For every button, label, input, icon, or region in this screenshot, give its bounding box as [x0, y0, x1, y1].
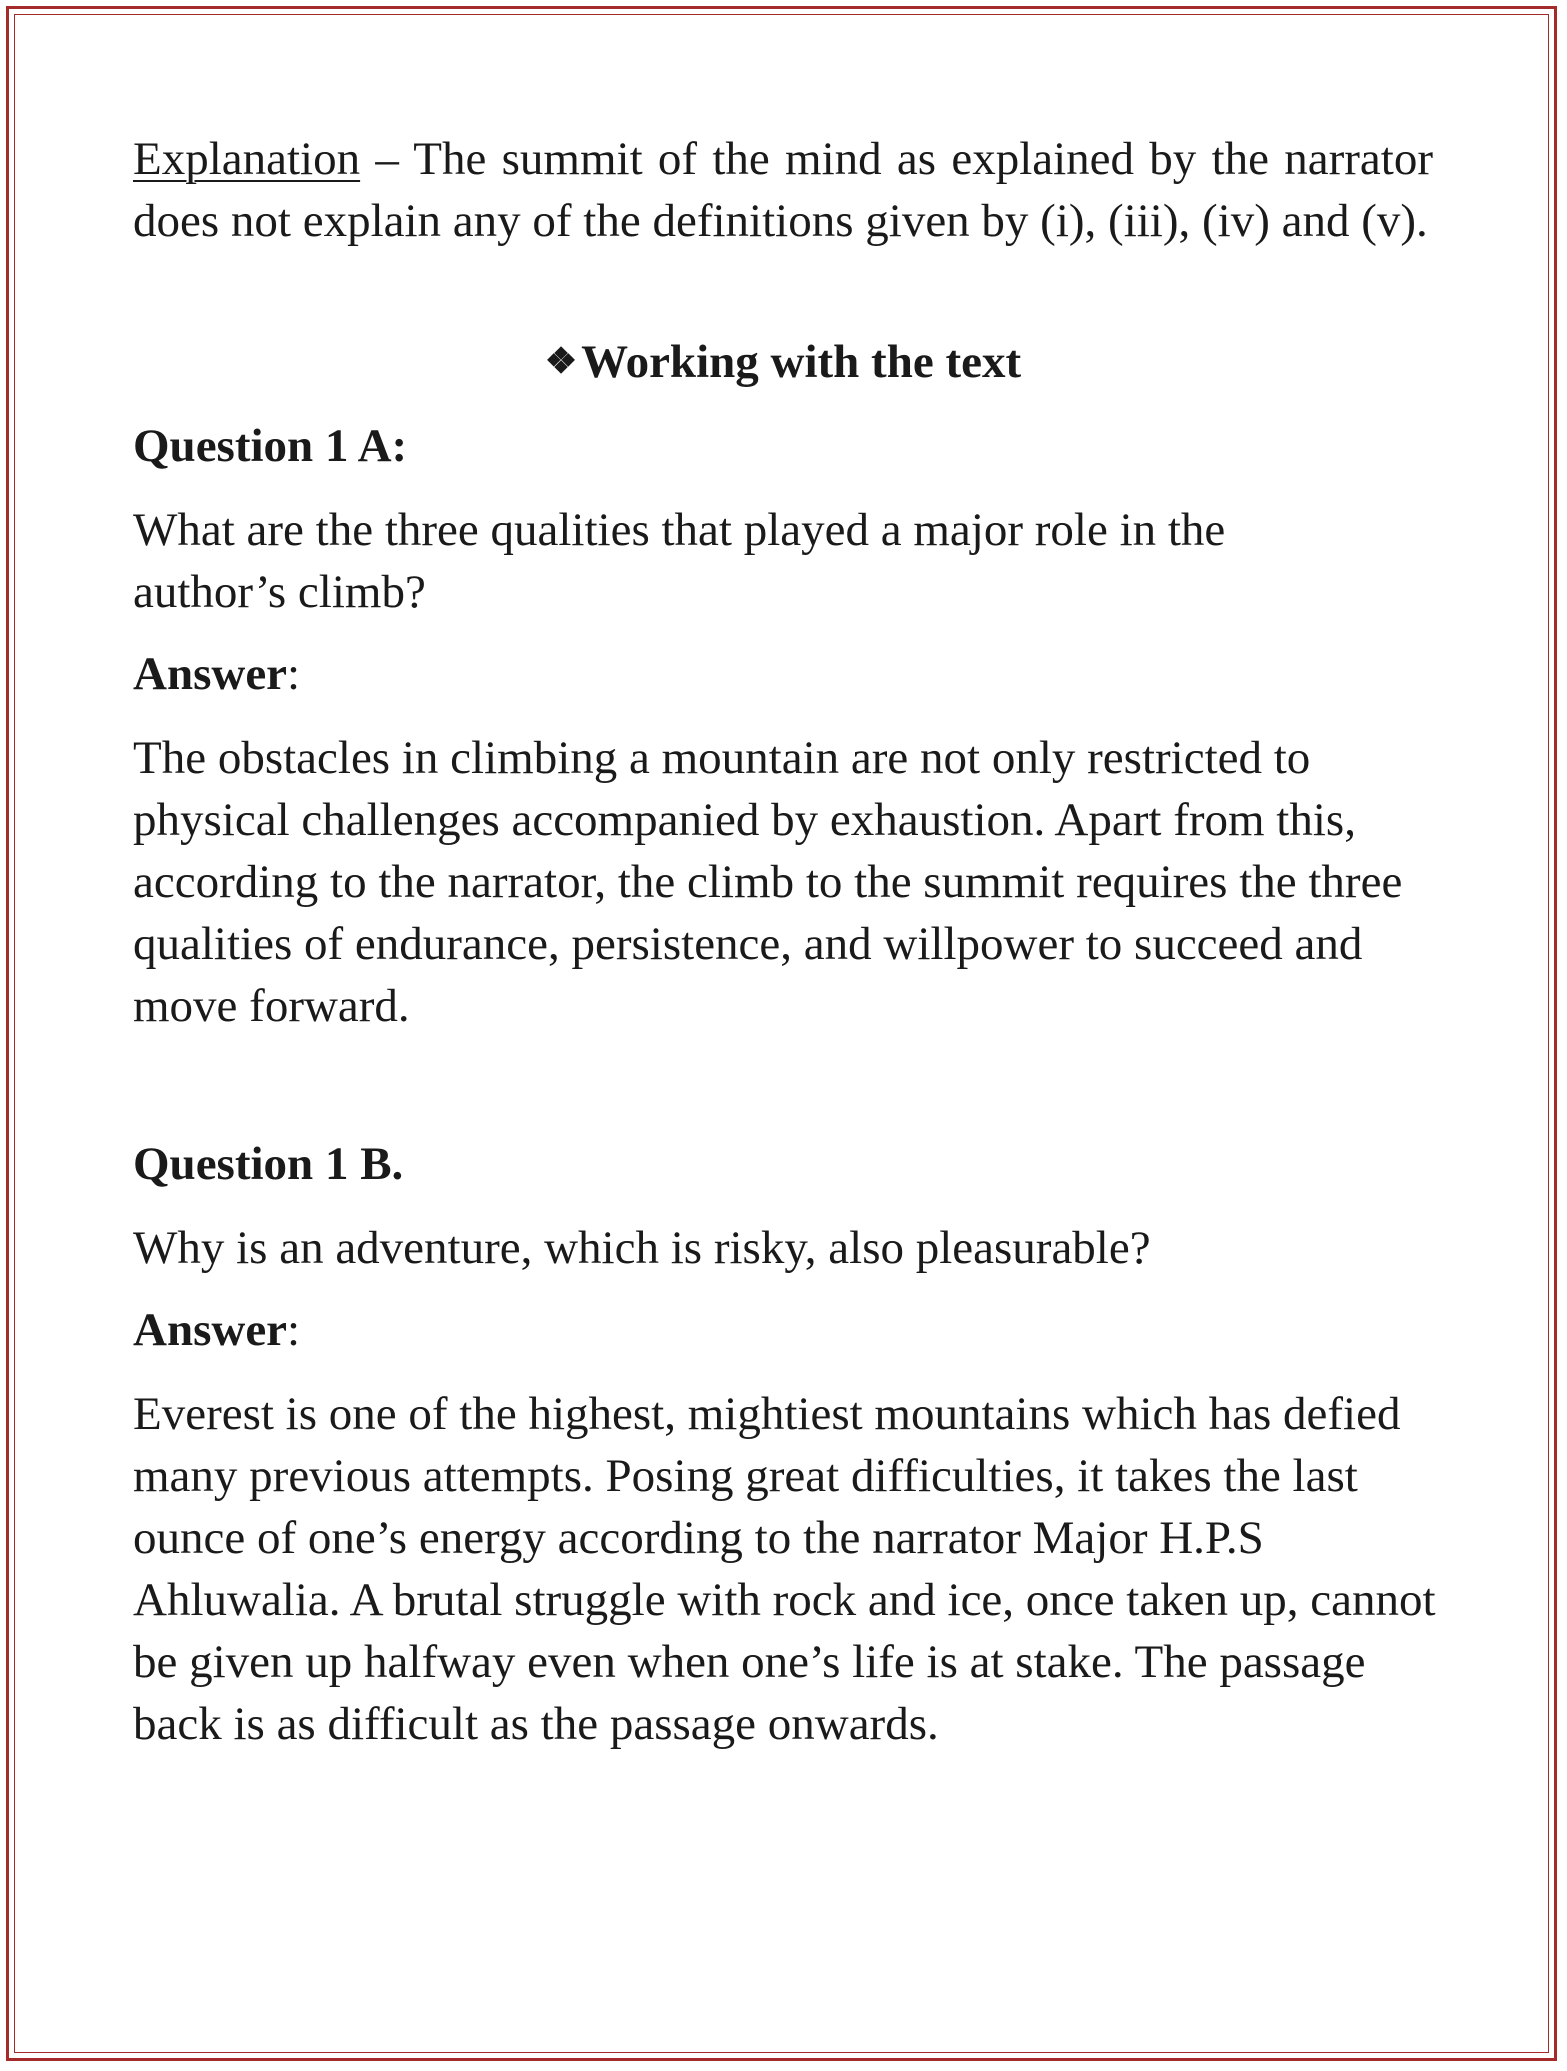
question-1b-text: Why is an adventure, which is risky, also pleasurable?: [133, 1222, 1151, 1274]
diamond-bullet-icon: ❖: [544, 341, 578, 381]
question-1b-heading: Question 1 B.: [133, 1138, 404, 1190]
answer-1b-label: [133, 1299, 1433, 1361]
section-title: Working with the text: [581, 336, 1022, 388]
question-1a-text: What are the three qualities that played a major role in the author’s climb?: [133, 504, 1226, 618]
answer-1b-text: Everest is one of the highest, mightiest mountains which has defied many previous attempts. Posing great difficulties, it takes the last ounce of one’s energy according to the narrator Major H.P.S Ahluwalia. A brutal struggle with rock and ice, once taken up, cannot be given up halfway even when one’s life is at stake. The passage back is as difficult as the passage onwards.: [133, 1388, 1436, 1750]
answer-1a-colon: :: [287, 648, 301, 700]
answer-1a-label-text: Answer: [133, 648, 288, 700]
answer-1b-label-text: Answer: [133, 1304, 288, 1356]
answer-1a-text: The obstacles in climbing a mountain are not only restricted to physical challenges accompanied by exhaustion. Apart from this, according to the narrator, the climb to the summit requires the three qualities of endurance, persistence, and willpower to succeed and move forward.: [133, 732, 1403, 1032]
explanation-separator: –: [360, 133, 414, 185]
explanation-text: The summit of the mind as explained by the narrator does not explain any of the definitions given by (i), (iii), (iv) and (v).: [133, 133, 1433, 247]
section-heading: [133, 330, 1433, 393]
question-1a-heading: Question 1 A:: [133, 420, 408, 472]
explanation-paragraph: [133, 128, 1433, 252]
answer-1a-label: [133, 643, 1433, 705]
answer-1b-colon: :: [287, 1304, 301, 1356]
explanation-label: Explanation: [133, 133, 361, 185]
page-content: [133, 128, 1436, 1755]
